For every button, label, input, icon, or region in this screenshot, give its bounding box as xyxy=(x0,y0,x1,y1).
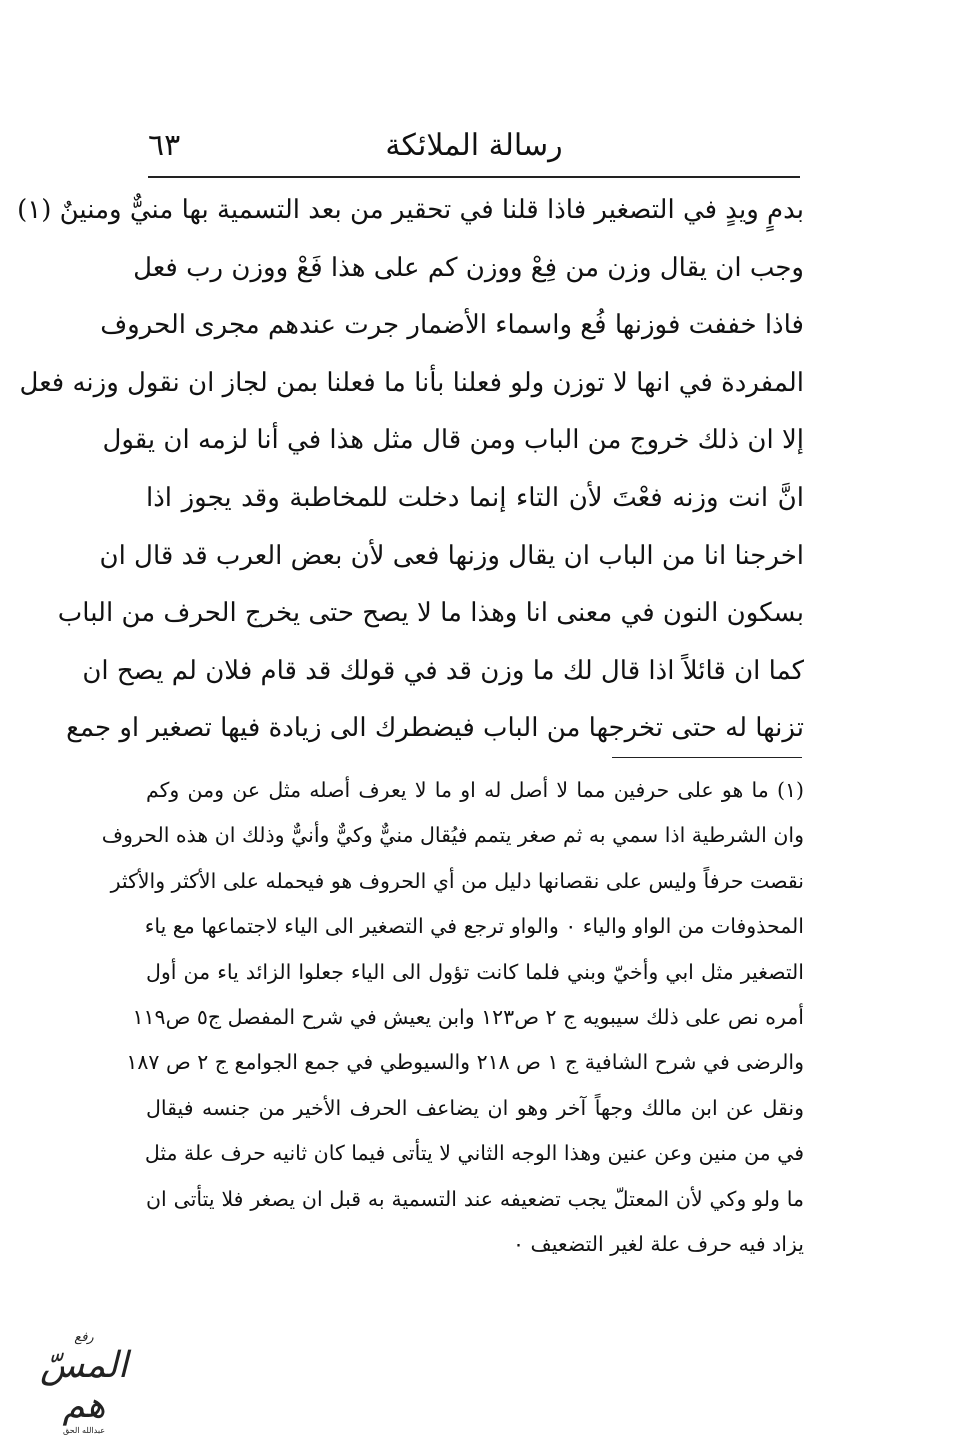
footnote-line: أمره نص على ذلك سيبويه ج ٢ ص١٢٣ وابن يعيش في شرح المفصل ج٥ ص١١٩ xyxy=(132,1004,804,1029)
footnote-line: ونقل عن ابن مالك وجهاً آخر وهو ان يضاعف الحرف الأخير من جنسه فيقال xyxy=(146,1095,804,1120)
text-line: بسكون النون في معنى انا وهذا ما لا يصح حتى يخرج الحرف من الباب xyxy=(57,598,804,629)
header-rule xyxy=(148,176,800,178)
footnote-line: ما ولو وكي لأن المعتلّ يجب تضعيفه عند التسمية به قبل ان يصغر فلا يتأتى ان xyxy=(146,1186,804,1211)
footnote-line: (١) ما هو على حرفين مما لا أصل له او ما لا يعرف أصله مثل عن ومن وكم xyxy=(146,778,804,802)
footnotes xyxy=(101,768,804,1267)
footnote-line: التصغير مثل ابي وأخيّ وبني فلما كانت تؤول الى الياء جعلوا الزائد ياء من أول xyxy=(146,959,804,984)
footnote-line: وان الشرطية اذا سمي به ثم صغر يتمم فيُقال منيٌّ وكيٌّ وأنيٌّ وذلك ان هذه الحروف xyxy=(101,823,804,848)
footnote-line: في من منين وعن عنين وهذا الوجه الثاني لا يتأتى فيما كان ثانيه حرف علة مثل xyxy=(144,1141,804,1166)
text-line: إلا ان ذلك خروج من الباب ومن قال مثل هذا في أنا لزمه ان يقول xyxy=(102,425,804,456)
main-text xyxy=(17,182,804,758)
footnote-line: المحذوفات من الواو والياء ٠ والواو ترجع في التصغير الى الياء لاجتماعها مع ياء xyxy=(144,914,804,939)
running-title: رسالة الملائكة xyxy=(385,128,563,163)
text-line: بدمٍ ويدٍ في التصغير فاذا قلنا في تحقير من بعد التسمية بها منيٌّ ومنينٌ (١) xyxy=(17,195,804,225)
text-line: وجب ان يقال وزن من فِعْ ووزن كم على هذا فَعْ ووزن رب فعل xyxy=(133,252,804,283)
page-number: ٦٣ xyxy=(148,128,181,163)
text-line: المفردة في انها لا توزن ولو فعلنا بأنا ما فعلنا بمن لجاز ان نقول وزنه فعل xyxy=(19,367,804,398)
page-header xyxy=(148,128,800,174)
stamp-sub-text: عبدالله الحق xyxy=(62,1426,106,1435)
footnote-line: يزاد فيه حرف علة لغير التضعيف ٠ xyxy=(512,1231,804,1256)
library-stamp xyxy=(14,1330,154,1435)
stamp-top-text: رفع xyxy=(74,1330,94,1345)
text-line: تزنها له حتى تخرجها من الباب فيضطرك الى زيادة فيها تصغير او جمع xyxy=(66,713,804,744)
footnote-line: والرضى في شرح الشافية ج ١ ص ٢١٨ والسيوطي في جمع الجوامع ج ٢ ص ١٨٧ xyxy=(126,1050,804,1075)
stamp-main-text: المسّ هم xyxy=(40,1345,128,1426)
text-line: اخرجنا انا من الباب ان يقال وزنها فعى لأن بعض العرب قد قال ان xyxy=(99,540,804,571)
footnote-rule xyxy=(612,757,802,758)
text-line: انَّ انت وزنه فعْتَ لأن التاء إنما دخلت للمخاطبة وقد يجوز اذا xyxy=(146,482,804,513)
text-line: كما ان قائلاً اذا قال لك ما وزن قد في قولك قد قام فلان لم يصح ان xyxy=(82,655,804,686)
text-line: فاذا خففت فوزنها فُع واسماء الأضمار جرت عندهم مجرى الحروف xyxy=(100,310,804,341)
footnote-line: نقصت حرفاً وليس على نقصانها دليل من أي الحروف هو فيحمله على الأكثر والأكثر xyxy=(110,868,804,893)
